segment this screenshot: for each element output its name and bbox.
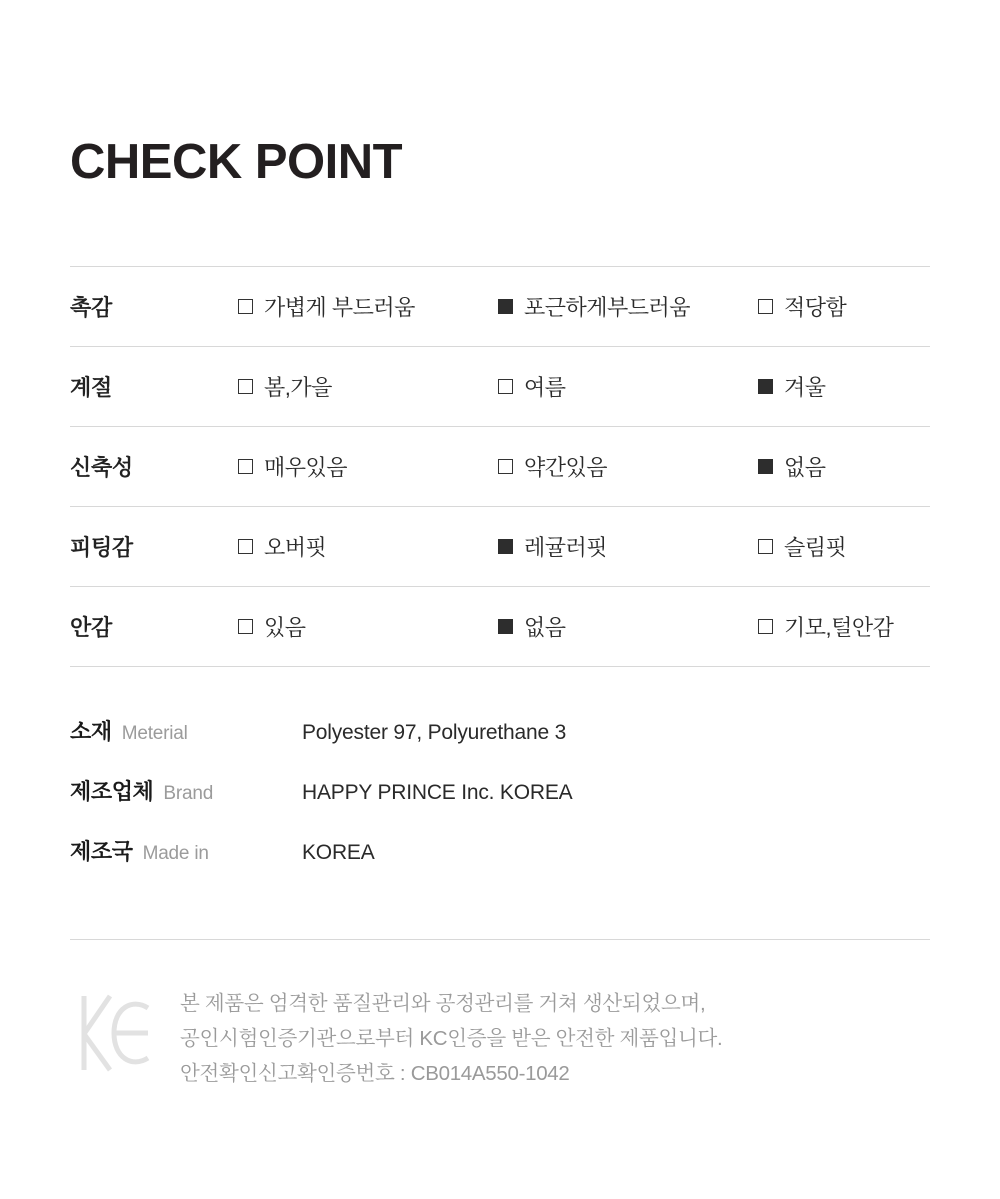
page-title: CHECK POINT bbox=[70, 135, 403, 189]
option-label: 레귤러핏 bbox=[524, 534, 608, 560]
option-label: 적당함 bbox=[784, 294, 847, 320]
checkbox-option[interactable] bbox=[758, 455, 826, 480]
checkbox-icon bbox=[758, 299, 773, 314]
option-cell[interactable] bbox=[238, 506, 498, 586]
spec-key bbox=[70, 715, 302, 746]
table-row bbox=[70, 346, 930, 426]
option-label: 매우있음 bbox=[264, 454, 348, 480]
option-label: 있음 bbox=[264, 614, 306, 640]
row-label-lining: 안감 bbox=[70, 614, 112, 640]
checkbox-option[interactable] bbox=[238, 455, 347, 480]
table-row bbox=[70, 426, 930, 506]
row-label-fitting: 피팅감 bbox=[70, 534, 133, 560]
option-label: 오버핏 bbox=[264, 534, 327, 560]
spec-label-en: Made in bbox=[142, 842, 209, 864]
checkbox-option[interactable] bbox=[238, 535, 326, 560]
checkbox-icon bbox=[758, 539, 773, 554]
row-label-touch: 촉감 bbox=[70, 294, 112, 320]
option-label: 약간있음 bbox=[524, 454, 608, 480]
checkbox-option[interactable] bbox=[758, 375, 826, 400]
option-label: 없음 bbox=[524, 614, 566, 640]
checkbox-option[interactable] bbox=[498, 455, 607, 480]
checkbox-option[interactable] bbox=[758, 295, 846, 320]
checkbox-icon bbox=[238, 299, 253, 314]
option-label: 겨울 bbox=[784, 374, 826, 400]
option-label: 슬림핏 bbox=[784, 534, 847, 560]
checkbox-icon bbox=[238, 459, 253, 474]
kc-certification-logo-icon bbox=[70, 990, 156, 1076]
row-label-stretch: 신축성 bbox=[70, 454, 133, 480]
section-divider bbox=[70, 939, 930, 940]
spec-label-ko: 소재 bbox=[70, 718, 112, 744]
option-cell[interactable] bbox=[498, 346, 758, 426]
checkbox-icon bbox=[758, 619, 773, 634]
kc-notice-line: 안전확인신고확인증번호 : CB014A550-1042 bbox=[180, 1062, 570, 1086]
spec-list bbox=[70, 715, 930, 895]
spec-label-en: Brand bbox=[163, 782, 214, 804]
checkbox-icon bbox=[498, 379, 513, 394]
kc-notice bbox=[70, 986, 930, 1092]
spec-row-brand bbox=[70, 775, 930, 835]
option-label: 없음 bbox=[784, 454, 826, 480]
checkbox-option[interactable] bbox=[238, 615, 306, 640]
option-cell[interactable] bbox=[498, 426, 758, 506]
checkbox-option[interactable] bbox=[498, 295, 690, 320]
checkbox-option[interactable] bbox=[758, 535, 846, 560]
checkbox-option[interactable] bbox=[498, 615, 566, 640]
option-cell[interactable] bbox=[758, 426, 930, 506]
option-cell[interactable] bbox=[238, 346, 498, 426]
checkbox-icon bbox=[238, 379, 253, 394]
spec-value: Polyester 97, Polyurethane 3 bbox=[302, 720, 567, 744]
spec-row-material bbox=[70, 715, 930, 775]
checkbox-icon bbox=[758, 459, 773, 474]
kc-notice-line: 본 제품은 엄격한 품질관리와 공정관리를 거쳐 생산되었으며, bbox=[180, 991, 706, 1015]
option-label: 봄,가을 bbox=[264, 374, 332, 400]
spec-label-en: Meterial bbox=[121, 722, 188, 744]
checkbox-icon bbox=[498, 539, 513, 554]
table-row bbox=[70, 506, 930, 586]
option-label: 포근하게부드러움 bbox=[524, 294, 691, 320]
checkbox-option[interactable] bbox=[238, 375, 332, 400]
option-cell[interactable] bbox=[758, 506, 930, 586]
checkbox-option[interactable] bbox=[498, 375, 566, 400]
option-cell[interactable] bbox=[758, 266, 930, 346]
row-label-season: 계절 bbox=[70, 374, 112, 400]
checkbox-option[interactable] bbox=[238, 295, 415, 320]
checkbox-icon bbox=[238, 619, 253, 634]
option-cell[interactable] bbox=[758, 346, 930, 426]
spec-label-ko: 제조국 bbox=[70, 838, 133, 864]
checkbox-icon bbox=[498, 459, 513, 474]
option-label: 기모,털안감 bbox=[784, 614, 894, 640]
option-cell[interactable] bbox=[498, 266, 758, 346]
spec-key bbox=[70, 775, 302, 806]
checkbox-icon bbox=[238, 539, 253, 554]
checkbox-option[interactable] bbox=[758, 615, 893, 640]
check-point-table bbox=[70, 266, 930, 667]
option-cell[interactable] bbox=[498, 586, 758, 666]
checkbox-option[interactable] bbox=[498, 535, 607, 560]
kc-notice-line: 공인시험인증기관으로부터 KC인증을 받은 안전한 제품입니다. bbox=[180, 1027, 723, 1051]
spec-row-made-in bbox=[70, 835, 930, 895]
checkbox-icon bbox=[498, 299, 513, 314]
checkbox-icon bbox=[498, 619, 513, 634]
table-row bbox=[70, 586, 930, 666]
kc-notice-text bbox=[180, 986, 722, 1092]
option-cell[interactable] bbox=[498, 506, 758, 586]
option-label: 여름 bbox=[524, 374, 566, 400]
option-label: 가볍게 부드러움 bbox=[264, 294, 415, 320]
table-row bbox=[70, 266, 930, 346]
spec-value: KOREA bbox=[302, 840, 375, 864]
checkbox-icon bbox=[758, 379, 773, 394]
option-cell[interactable] bbox=[238, 426, 498, 506]
spec-label-ko: 제조업체 bbox=[70, 778, 154, 804]
spec-key bbox=[70, 835, 302, 866]
spec-value: HAPPY PRINCE Inc. KOREA bbox=[302, 780, 573, 804]
option-cell[interactable] bbox=[238, 586, 498, 666]
option-cell[interactable] bbox=[238, 266, 498, 346]
option-cell[interactable] bbox=[758, 586, 930, 666]
